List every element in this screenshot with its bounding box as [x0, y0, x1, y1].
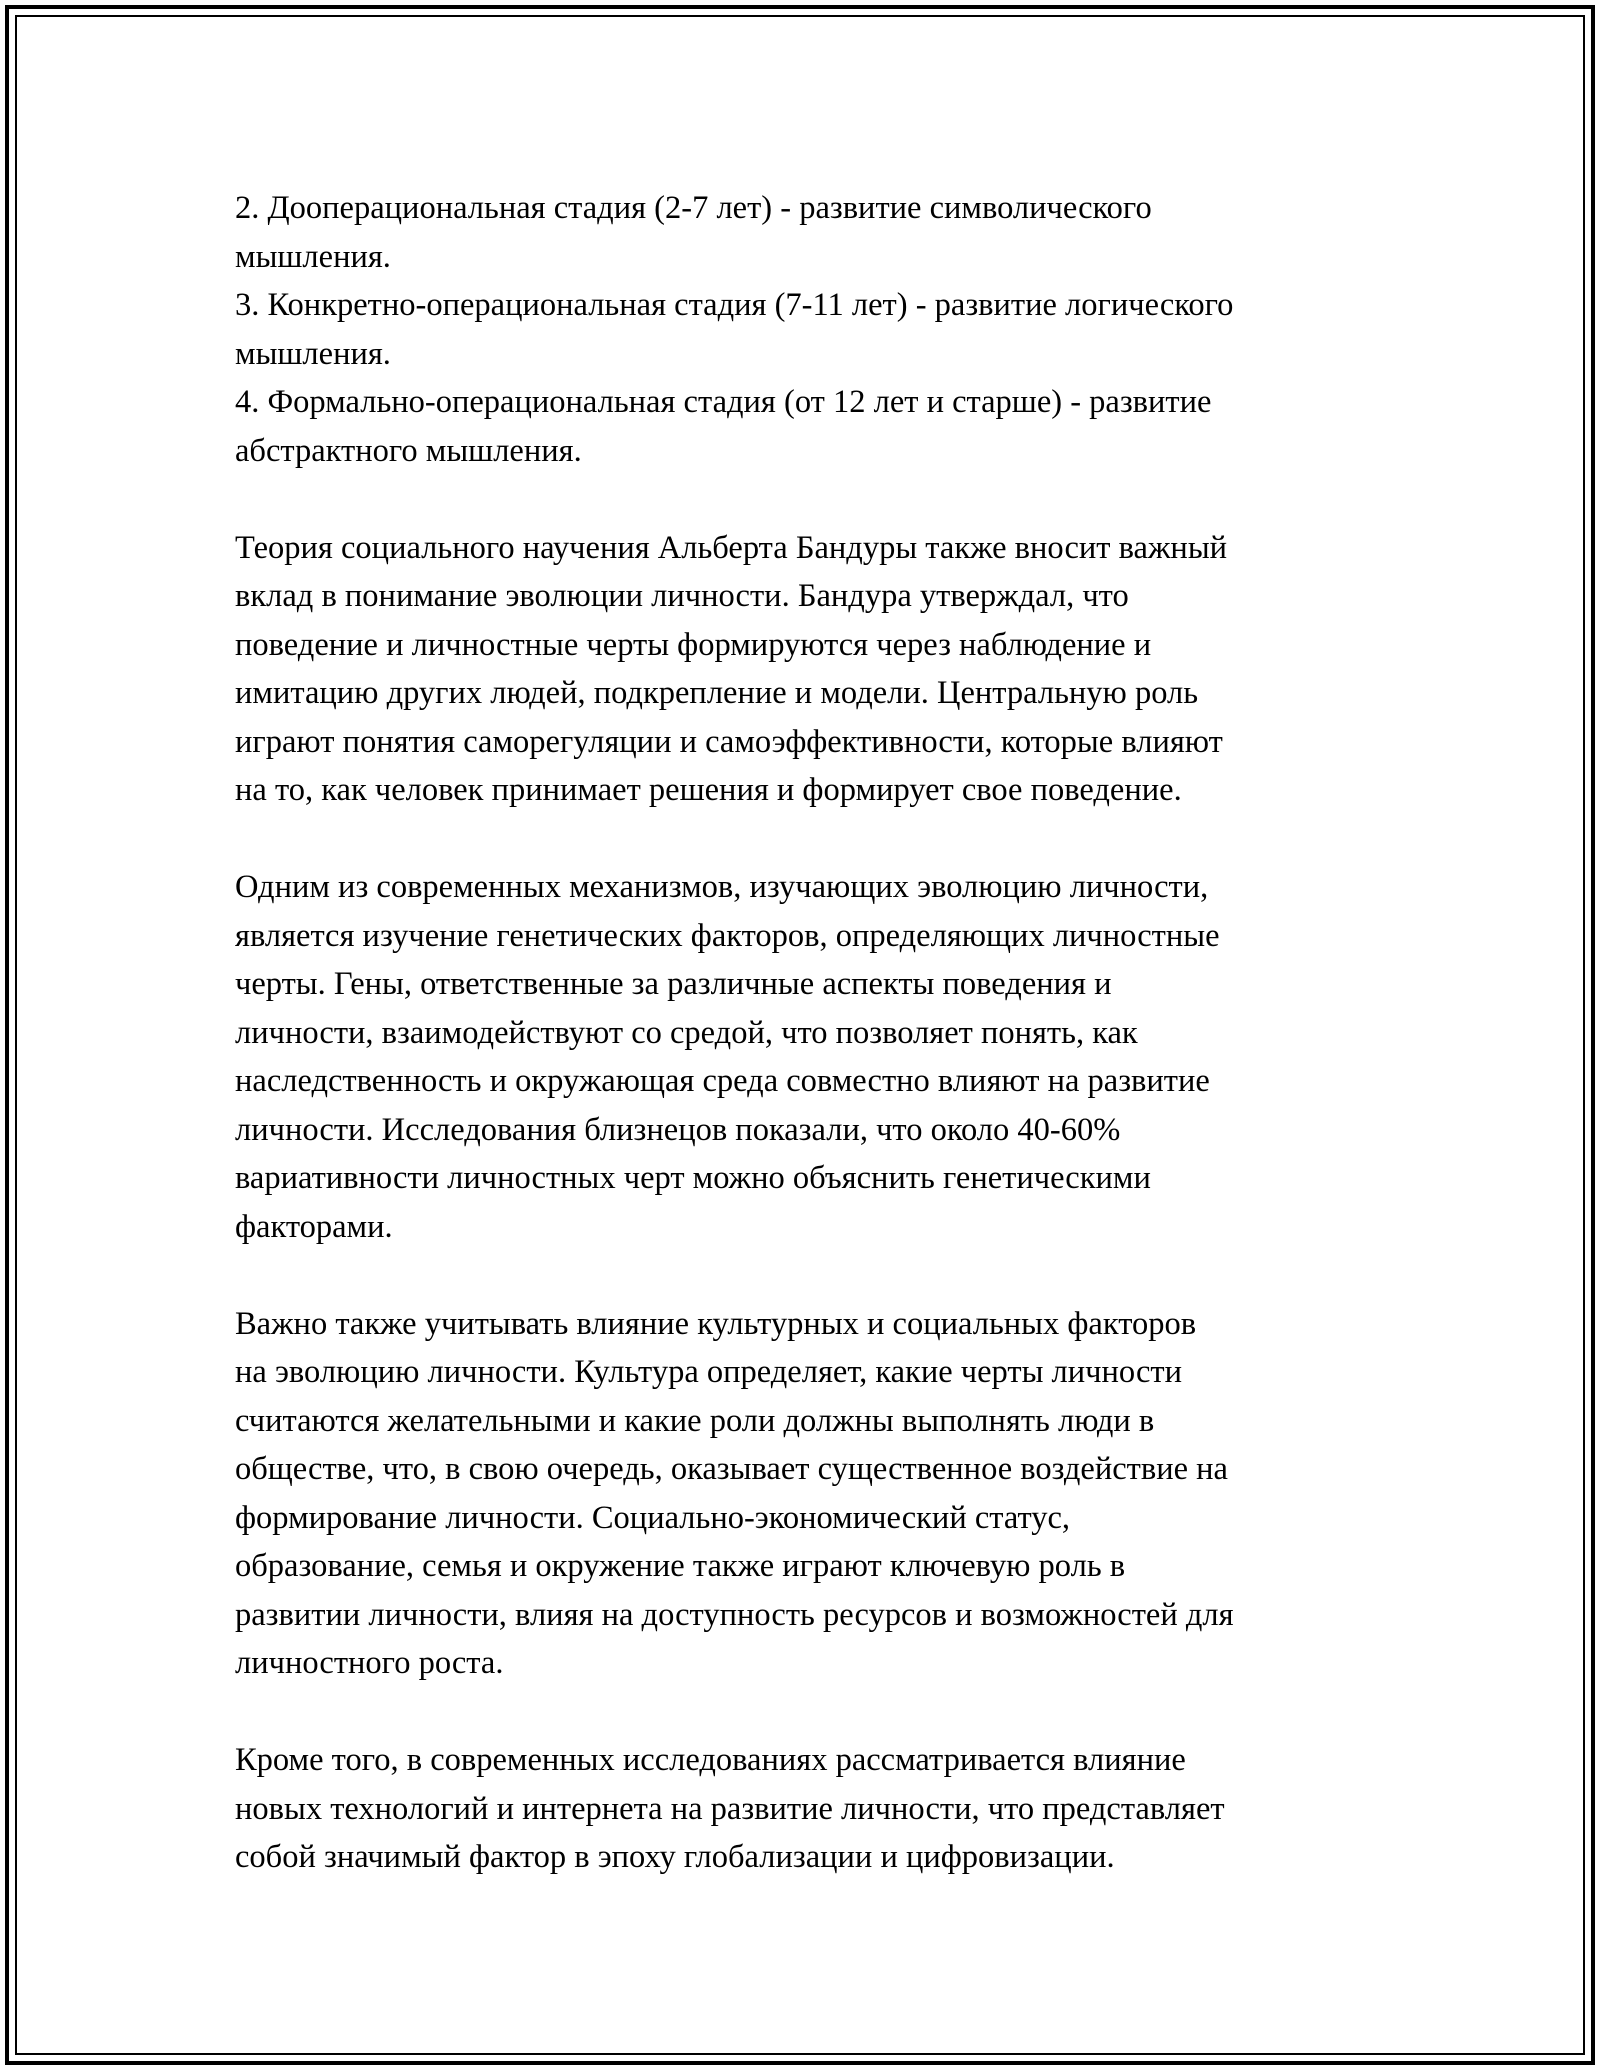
stage-list [235, 184, 1395, 475]
list-item-stage-3: 3. Конкретно-операциональная стадия (7-11 лет) - развитие логического мышления. [235, 287, 1234, 372]
list-item-stage-4: 4. Формально-операциональная стадия (от 12 лет и старше) - развитие абстрактного мышления. [235, 384, 1212, 469]
list-item-stage-2: 2. Дооперациональная стадия (2-7 лет) - развитие символического мышления. [235, 190, 1152, 275]
paragraph-culture: Важно также учитывать влияние культурных и социальных факторов на эволюцию личности. Культура определяет, какие черты личности считаются желательными и какие роли должны выполнять люди в обществе, что, в свою очередь, оказывает существенное воздействие на формирование личности. Социально-экономический статус, образование, семья и окружение также играют ключевую роль в развитии личности, влияя на доступность ресурсов и возможностей для личностного роста. [235, 1305, 1234, 1681]
paragraph-technology: Кроме того, в современных исследованиях рассматривается влияние новых технологий и интернета на развитие личности, что представляет собой значимый фактор в эпоху глобализации и цифровизации. [235, 1742, 1225, 1875]
paragraph-bandura: Теория социального научения Альберта Бандуры также вносит важный вклад в понимание эволюции личности. Бандура утверждал, что поведение и личностные черты формируются через наблюдение и имитацию других людей, подкрепление и модели. Центральную роль играют понятия саморегуляции и самоэффективности, которые влияют на то, как человек принимает решения и формирует свое поведение. [235, 529, 1228, 808]
paragraph-genetics: Одним из современных механизмов, изучающих эволюцию личности, является изучение генетических факторов, определяющих личностные черты. Гены, ответственные за различные аспекты поведения и личности, взаимодействуют со средой, что позволяет понять, как наследственность и окружающая среда совместно влияют на развитие личности. Исследования близнецов показали, что около 40-60% вариативности личностных черт можно объяснить генетическими факторами. [235, 869, 1220, 1245]
document-body [235, 184, 1395, 1882]
